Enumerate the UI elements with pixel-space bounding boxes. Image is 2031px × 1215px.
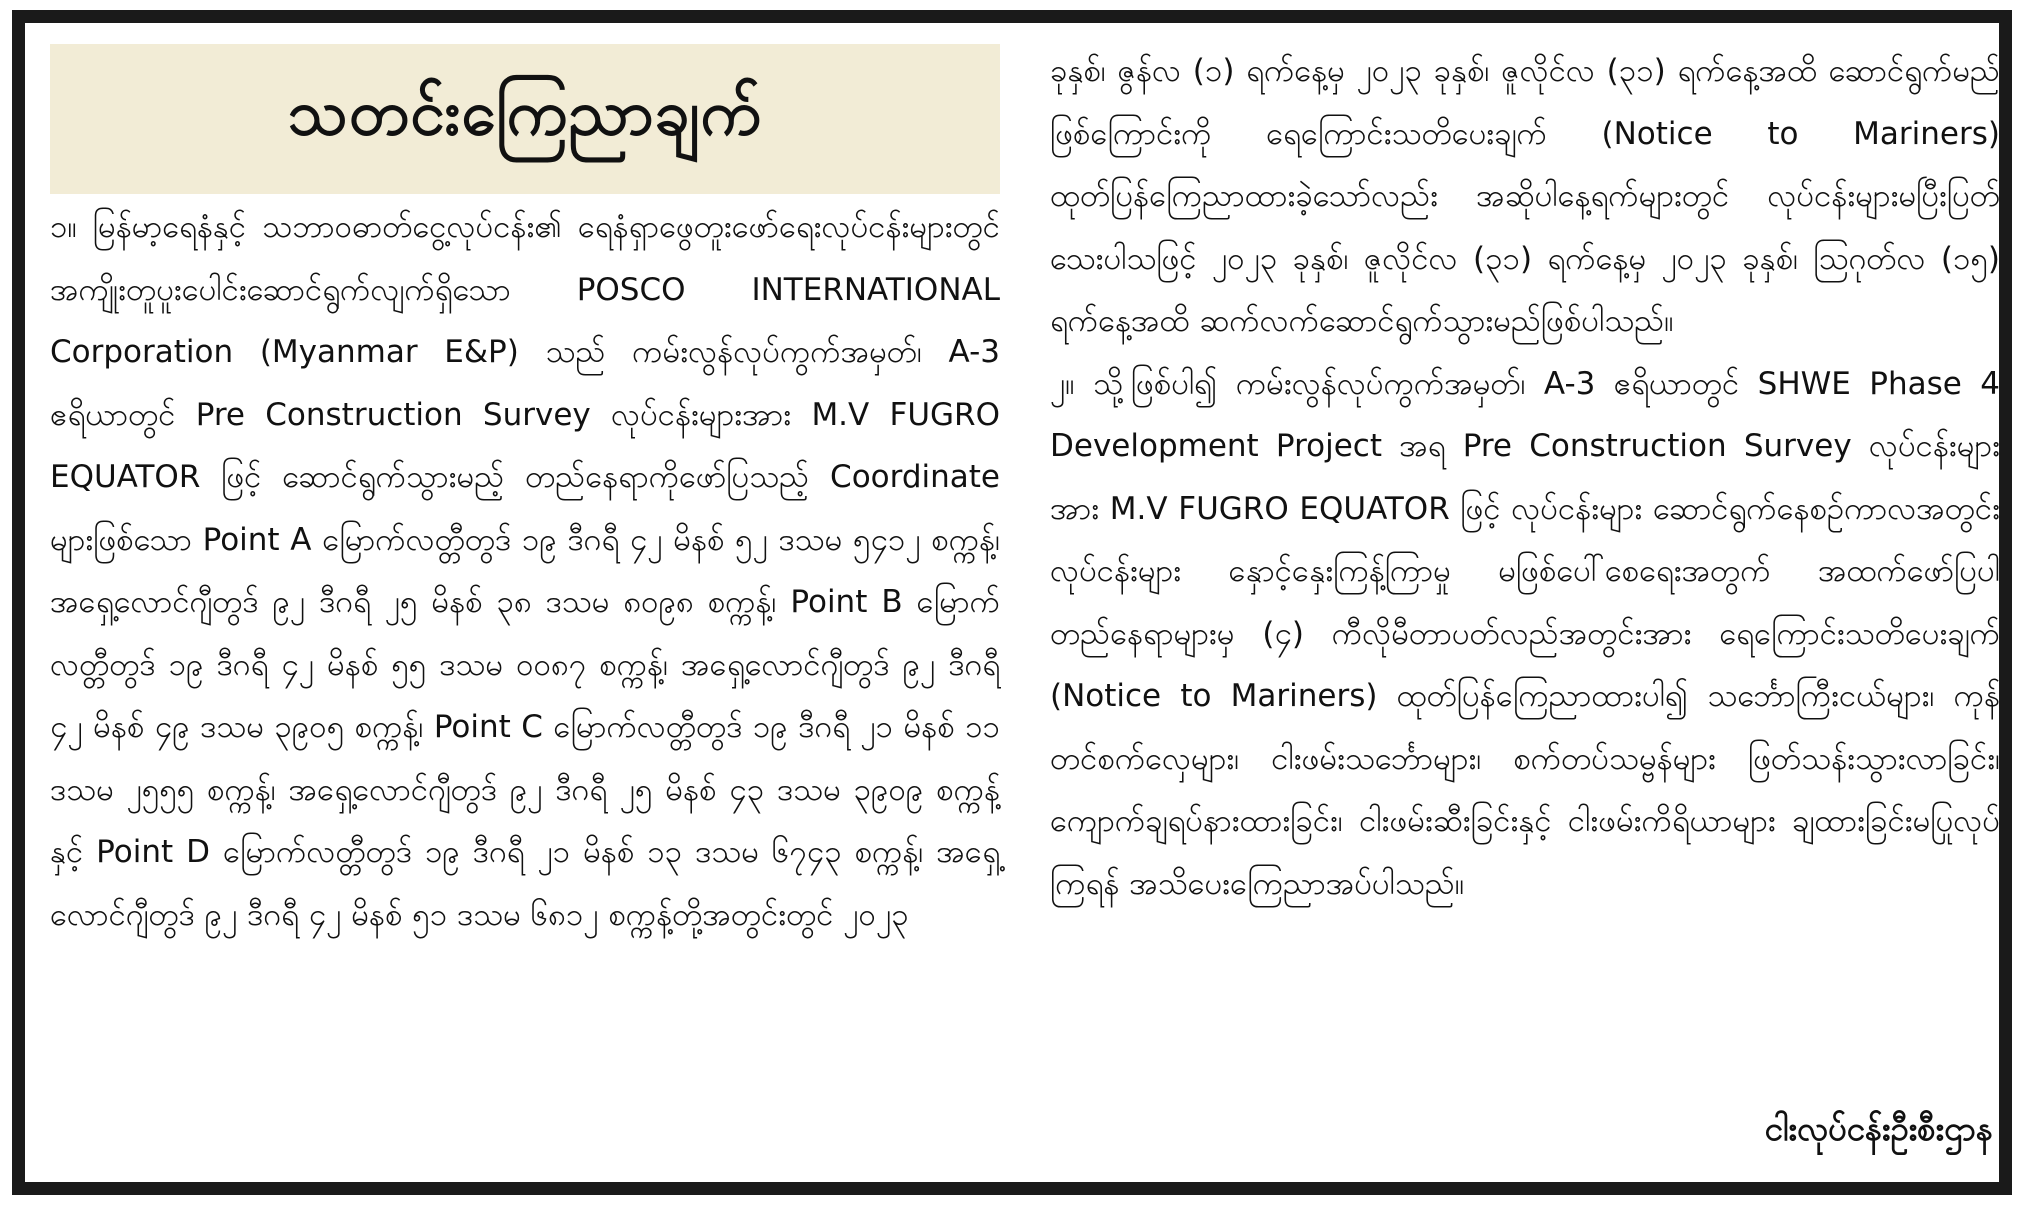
left-column	[50, 196, 1000, 946]
paragraph-1-continued: ခုနှစ်၊ ဇွန်လ (၁) ရက်နေ့မှ ၂၀၂၃ ခုနှစ်၊ ဇူလိုင်လ (၃၁) ရက်နေ့အထိ ဆောင်ရွက်မည်ဖြစ်ကြောင်းကို ရေကြောင်းသတိပေးချက် (Notice to Mariners) ထုတ်ပြန်ကြေညာထားခဲ့သော်လည်း အဆိုပါနေ့ရက်များတွင် လုပ်ငန်းများမပြီးပြတ်သေးပါသဖြင့် ၂၀၂၃ ခုနှစ်၊ ဇူလိုင်လ (၃၁) ရက်နေ့မှ ၂၀၂၃ ခုနှစ်၊ ဩဂုတ်လ (၁၅) ရက်နေ့အထိ ဆက်လက်ဆောင်ရွက်သွားမည်ဖြစ်ပါသည်။	[1050, 53, 2000, 339]
notice-title: သတင်းကြေညာချက်	[287, 75, 763, 149]
signature-department: ငါးလုပ်ငန်းဦးစီးဌာန	[1764, 1109, 1993, 1148]
paragraph-1: ၁။ မြန်မာ့ရေနံနှင့် သဘာဝဓာတ်ငွေ့လုပ်ငန်း၏ ရေနံရှာဖွေတူးဖော်ရေးလုပ်ငန်းများတွင် အကျိုးတူပူးပေါင်းဆောင်ရွက်လျက်ရှိသော POSCO INTERNATIONAL Corporation (Myanmar E&P) သည် ကမ်းလွန်လုပ်ကွက်အမှတ်၊ A-3 ဧရိယာတွင် Pre Construction Survey လုပ်ငန်းများအား M.V FUGRO EQUATOR ဖြင့် ဆောင်ရွက်သွားမည့် တည်နေရာကိုဖော်ပြသည့် Coordinate များဖြစ်သော Point A မြောက်လတ္တီတွဒ် ၁၉ ဒီဂရီ ၄၂ မိနစ် ၅၂ ဒသမ ၅၄၁၂ စက္ကန့်၊ အရှေ့လောင်ဂျီတွဒ် ၉၂ ဒီဂရီ ၂၅ မိနစ် ၃၈ ဒသမ ၈၀၉၈ စက္ကန့်၊ Point B မြောက်လတ္တီတွဒ် ၁၉ ဒီဂရီ ၄၂ မိနစ် ၅၅ ဒသမ ၀၀၈၇ စက္ကန့်၊ အရှေ့လောင်ဂျီတွဒ် ၉၂ ဒီဂရီ ၄၂ မိနစ် ၄၉ ဒသမ ၃၉၀၅ စက္ကန့်၊ Point C မြောက်လတ္တီတွဒ် ၁၉ ဒီဂရီ ၂၁ မိနစ် ၁၁ ဒသမ ၂၅၅၅ စက္ကန့်၊ အရှေ့လောင်ဂျီတွဒ် ၉၂ ဒီဂရီ ၂၅ မိနစ် ၄၃ ဒသမ ၃၉၀၉ စက္ကန့်နှင့် Point D မြောက်လတ္တီတွဒ် ၁၉ ဒီဂရီ ၂၁ မိနစ် ၁၃ ဒသမ ၆၇၄၃ စက္ကန့်၊ အရှေ့လောင်ဂျီတွဒ် ၉၂ ဒီဂရီ ၄၂ မိနစ် ၅၁ ဒသမ ၆၈၁၂ စက္ကန့်တို့အတွင်းတွင် ၂၀၂၃	[50, 209, 1000, 933]
title-banner	[50, 44, 1000, 194]
right-column	[1050, 40, 2000, 915]
paragraph-2: ၂။ သို့ဖြစ်ပါ၍ ကမ်းလွန်လုပ်ကွက်အမှတ်၊ A-3 ဧရိယာတွင် SHWE Phase 4 Development Project အရ Pre Construction Survey လုပ်ငန်းများအား M.V FUGRO EQUATOR ဖြင့် လုပ်ငန်းများ ဆောင်ရွက်နေစဉ်ကာလအတွင်း လုပ်ငန်းများ နှောင့်နှေးကြန့်ကြာမှု မဖြစ်ပေါ်စေရေးအတွက် အထက်ဖော်ပြပါ တည်နေရာများမှ (၄) ကီလိုမီတာပတ်လည်အတွင်းအား ရေကြောင်းသတိပေးချက် (Notice to Mariners) ထုတ်ပြန်ကြေညာထားပါ၍ သင်္ဘောကြီးငယ်များ၊ ကုန်တင်စက်လှေများ၊ ငါးဖမ်းသင်္ဘောများ၊ စက်တပ်သမ္ဗန်များ ဖြတ်သန်းသွားလာခြင်း၊ ကျောက်ချရပ်နားထားခြင်း၊ ငါးဖမ်းဆီးခြင်းနှင့် ငါးဖမ်းကိရိယာများ ချထားခြင်းမပြုလုပ်ကြရန် အသိပေးကြေညာအပ်ပါသည်။	[1050, 365, 2000, 902]
